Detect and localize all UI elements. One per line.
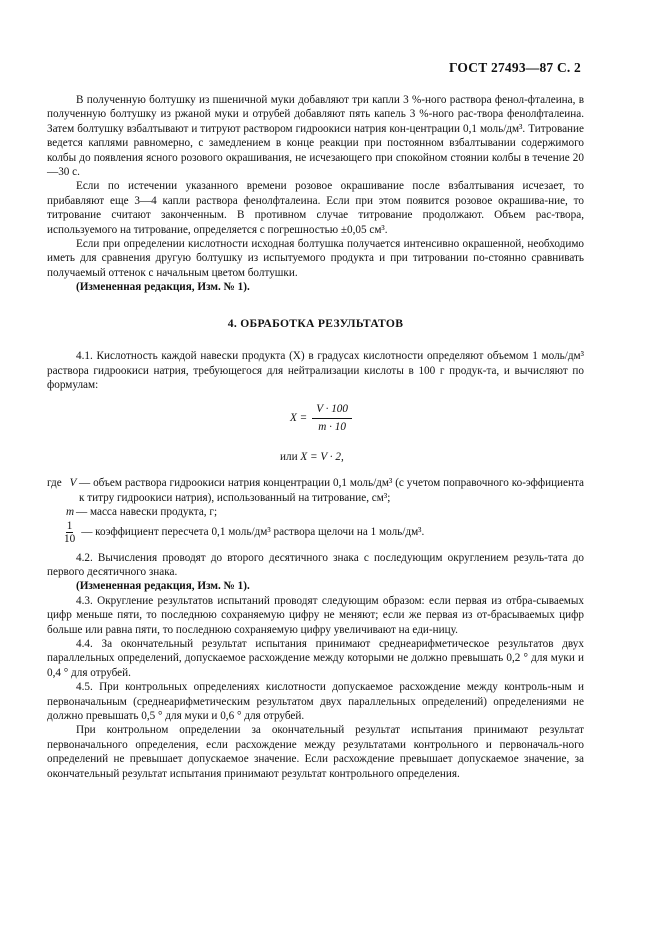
formula-fraction [312,402,352,434]
page-header: ГОСТ 27493—87 С. 2 [448,60,581,75]
formula-main [290,402,352,434]
paragraph-4-4: 4.4. За окончательный результат испытания принимают среднеарифметическое результатов двух параллельных определений, допускаемое расхождение между которыми не должно превышать 0,2 ° для муки и 0,4 ° для отрубей. [47,637,584,679]
coefficient-fraction [64,520,75,545]
formula-alt [280,450,344,464]
paragraph-indicator-addition: В полученную болтушку из пшеничной муки добавляют три капли 3 %-ного раствора фенол-фталеина, в полученную болтушку из ржаной муки и отрубей добавляют пять капель 3 %-ного рас-твора фенолфталеина. Затем болтушку взбалтывают и титруют раствором гидроокиси натрия кон-центрации 0,1 моль/дм³. Титрование ведется каплями равномерно, с замедлением в конце реакции при постоянном взбалтывании содержимого колбы до появления ясного розового окрашивания, не исчезающего при спокойном стоянии колбы в течение 20—30 с. [47,94,584,179]
coefficient-denominator: 10 [64,532,76,545]
paragraph-repeat-titration: Если по истечении указанного времени розовое окрашивание после взбалтывания исчезает, то прибавляют еще 3—4 капли раствора фенолфталеина. Если при этом появится розовое окрашива-ние, то титрование считают законченным. В противном случае титрование продолжают. Объем рас-твора, используемого на титрование, определяется с погрешностью ±0,05 см³. [47,180,584,236]
formula-alt-expression: X = V · 2, [300,451,344,464]
definition-coefficient-text: — коэффициент пересчета 0,1 моль/дм³ раствора щелочи на 1 моль/дм³. [81,525,425,538]
formula-numerator: V · 100 [312,402,352,418]
where-lead: где [47,477,62,490]
coefficient-numerator: 1 [66,519,73,532]
section-title: 4. ОБРАБОТКА РЕЗУЛЬТАТОВ [227,316,404,330]
formula-alt-prefix: или [280,451,298,464]
amendment-note-2: (Измененная редакция, Изм. № 1). [76,580,250,593]
amendment-note: (Измененная редакция, Изм. № 1). [76,281,250,294]
symbol-m: m [65,506,75,519]
formula-denominator: m · 10 [318,420,346,433]
definition-v-text: — объем раствора гидроокиси натрия концентрации 0,1 моль/дм³ (с учетом поправочного ко-эффициента к титру гидроокиси натрия), использованный на титрование, см³; [79,477,584,504]
variable-definitions [47,476,584,544]
paragraph-4-5-control: При контрольном определении за окончательный результат испытания принимают результат первоначального определения, если расхождение между результатами контрольного и первоначаль-ного определений не превышает допускаемое значение. Если расхождение превышает допускаемое значение, за окончательный результат испытания принимают результат контрольного определения. [47,724,584,780]
definition-coefficient [64,520,584,545]
paragraph-4-3: 4.3. Округление результатов испытаний проводят следующим образом: если первая из отбра-сываемых цифр меньше пяти, то последнюю сохраняемую цифру не меняют; если же первая из от-брасываемых цифр больше или равна пяти, то последнюю сохраняемую цифру увеличивают на еди-ницу. [47,594,584,636]
paragraph-comparison: Если при определении кислотности исходная болтушка получается интенсивно окрашенной, необходимо иметь для сравнения другую болтушку из испытуемого продукта и при титровании по-стоянно сравнивать получаемый оттенок с начальным цветом болтушки. [47,238,584,279]
definition-m [64,505,584,519]
symbol-v: V [69,477,77,490]
paragraph-4-5: 4.5. При контрольных определениях кислотности допускаемое расхождение между контроль-ным и первоначальным (среднеарифметическим результатом двух параллельных определений) определениями не должно превышать 0,5 ° для муки и 0,6 ° для отрубей. [47,681,584,722]
document-body [47,93,584,781]
paragraph-4-2: 4.2. Вычисления проводят до второго десятичного знака с последующим округлением резуль-тата до первого десятичного знака. [47,551,584,578]
paragraph-4-1: 4.1. Кислотность каждой навески продукта (X) в градусах кислотности определяют объемом 1 моль/дм³ раствора гидроокиси натрия, требующегося для нейтрализации кислоты в 100 г продук-та, и вычисляют по формулам: [47,350,584,391]
definition-v [47,476,584,505]
formula-lhs: X = [290,412,308,425]
formula-block [47,398,584,472]
definition-m-text: — масса навески продукта, г; [76,506,218,519]
